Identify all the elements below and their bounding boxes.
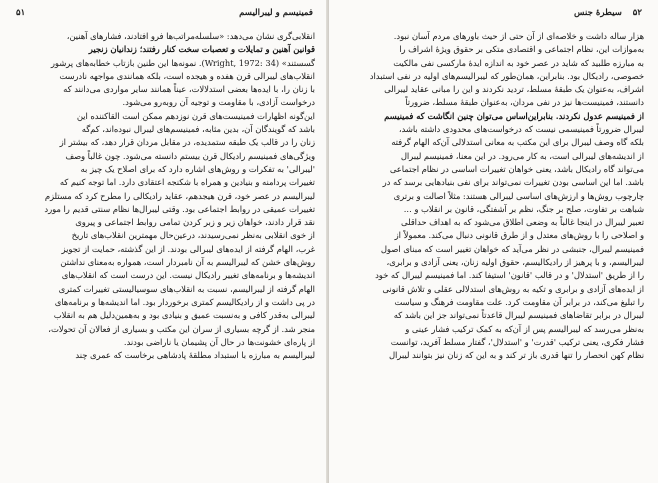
text-line: ویژگی‌های فمینیسم رادیکال قرن بیستم دانسته می‌شود. چون غالباً وصف xyxy=(65,150,315,161)
page-number: ۵۱ xyxy=(16,8,26,18)
page-number: ۵۲ xyxy=(632,8,642,18)
text-line: لیبرالیسم در عصر خود، قرن هیجدهم، عقاید رادیکالی را مطرح کرد که مستلزم xyxy=(44,190,315,201)
text-line: به مبارزه طلبید که شاید در عصر خود به اندازه ایدهٔ مارکسی نفی مالکیت xyxy=(393,57,644,68)
text-line: نقد قرار دادند، خواهان زیر و زبر کردن تمامی روابط اجتماعی و پیروی xyxy=(75,217,315,228)
text-line: لیبرالیسم، و با پرهیز از رادیکالیسم، حقوق اولیه زنان، یعنی آزادی و برابری، xyxy=(386,257,644,268)
page-header xyxy=(345,8,642,22)
page-header xyxy=(16,8,313,22)
text-line: چارچوب روش‌ها و ارزش‌های اساسی لیبرالی هستند: مثلاً اصالت و برتری xyxy=(393,190,644,201)
body-text xyxy=(14,30,315,477)
text-line: از فمینیسم عدول نکردند. بنابراین‌اساس می‌توان چنین انگاشت که فمینیسم xyxy=(384,110,644,121)
text-line: و اصلاحی را با روش‌های معتدل و از طرق قانونی دنبال می‌کند. معمولاً از xyxy=(394,230,644,241)
text-line: در پی داشت و از رادیکالیسم کمتری برخوردار بود. اما اندیشه‌ها و برنامه‌های xyxy=(54,296,315,307)
text-line: قوانین آهنین و تمایلات و تعصبات سخت کنار رفتند؛ زندانیان زنجیر xyxy=(88,44,315,55)
text-line: لیبرال ضرورتاً فمینیسمی نیست که درخواست‌های محدودی داشته باشد، xyxy=(398,124,644,135)
running-title: سیطرهٔ جنس xyxy=(574,8,622,18)
text-line: تغییرات عمیقی در روابط اجتماعی بود. وقتی لیبرال‌ها نظام سنتی قدیم را مورد xyxy=(44,203,315,214)
text-line: باشد. اما این اساسی بودن تغییرات نمی‌تواند برای نفی بنیادهایی برسد که در xyxy=(382,177,644,188)
text-line: به‌موازات این، نظام اجتماعی و اقتصادی متکی بر حقوق ویژهٔ اشراف را xyxy=(399,44,644,55)
text-line: گسستند» (Wright, 1972: 34). نمونه‌ها این طنین بازتاب خطابه‌های پرشور xyxy=(50,57,315,68)
text-line: خصوصی، رادیکال بود. بنابراین، همان‌طور که لیبرالیسم‌های اولیه در نفی استبداد xyxy=(369,70,644,81)
text-line: 'لیبرالی' به تفکرات و روش‌های اشاره دارد که برای اصلاح یک چیز به xyxy=(80,163,315,174)
text-line: لیبرال در برابر تقاضاهای فمینیسم لیبرال قاعدتاً نمی‌تواند جز این باشد که xyxy=(393,310,644,321)
text-line: این‌گونه اظهارات فمینیست‌های قرن نوزدهم ممکن است القاکننده این xyxy=(76,110,315,121)
text-line: اشراف، به‌عنوان یک طبقهٔ مسلط، تردید نکردند و این را مبانی عقاید لیبرالی xyxy=(384,84,644,95)
text-line: لیبرالیسم به مبارزه با استبداد مطلقهٔ پادشاهی برخاست که عمری چند xyxy=(75,350,315,361)
text-line: با زنان را، با ایده‌ها بعضی استدلالات، عیناً همانند سایر مواردی می‌دانند که xyxy=(63,84,315,95)
text-line: از خوی انقلابی به‌نظر نمی‌رسیدند، درعین‌حال مهمترین انقلاب‌های تاریخ xyxy=(71,230,315,241)
text-line: را تبلیغ می‌کند، در برابر آن مقاومت کرد. علت مقاومت فرهنگ و سیاست xyxy=(394,296,644,307)
text-line: را از طریق 'استدلال' و در قالب 'قانون' استیفا کند. اما فمینیسم لیبرال که خود xyxy=(375,270,644,281)
text-line: باشد که گویندگان آن، بدین مثابه، فمینیسم‌های لیبرال نبوده‌اند، کم‌گه xyxy=(81,124,315,135)
text-line: هزار ساله داشت و خلاصه‌ای از آن حتی از حیث باورهای مردم آسان نبود. xyxy=(393,31,644,41)
text-line: منجر شد. از گرچه بسیاری از سران این مکتب و بسیاری از فعالان آن تحولات، xyxy=(48,323,315,334)
text-line: دانستند، فمینیست‌ها نیز در نفی مردان، به‌عنوان طبقهٔ مسلط، ضرورتاً xyxy=(405,97,644,108)
text-line: انقلابی‌گری نشان می‌دهد: «سلسله‌مراتب‌ها فرو افتادند، فشارهای آهنین، xyxy=(66,31,315,41)
text-line: از ایده‌های آزادی و برابری و تکیه به روش‌های استدلالی عقلی و تلاش قانونی xyxy=(382,283,644,294)
text-line: روش‌های خشن که لیبرالیسم به آن نامبردار است، همواره به‌معنای نداشتن xyxy=(60,257,315,268)
text-line: شباهت بر تفاوت، صلح بر جنگ، نظم بر آشفتگی، قانون بر انقلاب و ... xyxy=(403,203,644,214)
text-line: به‌نظر می‌رسد که لیبرالیسم پس از آن‌که به کمک ترکیب فشار عینی و xyxy=(405,323,644,334)
body-text xyxy=(343,30,644,477)
text-line: تعبیر لیبرال در اینجا غالباً به وضعی اطلاق می‌شود که به اهداف حداقلی xyxy=(401,217,644,228)
text-line: نظام کهن انحصار را تنها قدری باز تر کند و به این که زنان نیز بتوانند لیبرال xyxy=(388,350,644,361)
text-line: فشار فکری، یعنی ترکیب 'قدرت' و 'استدلال'، گفتار مسلط آفرید، توانست xyxy=(390,336,644,347)
text-line: می‌تواند گاه رادیکال باشد، یعنی خواهان تغییرات اساسی در نظام اجتماعی xyxy=(389,163,644,174)
text-line: درخواست آزادی، با مقاومت و توجیه آن روبه‌رو می‌شود. xyxy=(122,97,315,108)
text-line: الهام گرفته از لیبرالیسم، نسبت به انقلاب‌های سوسیالیستی تغییرات کمتری xyxy=(58,283,315,294)
right-page xyxy=(329,0,658,483)
running-title: فمینیسم و لیبرالیسم xyxy=(239,8,313,18)
text-line: غرب، الهام گرفته از ایده‌های لیبرالی بودند. از این گذشته، حمایت از تجویز xyxy=(61,243,315,254)
text-line: از پاره‌ای خشونت‌ها در حال آن پشیمان یا ناراضی بودند. xyxy=(123,336,315,347)
text-line: زنان را در قالب یک طبقه ستمدیده، در مقابل مردان قرار دهد، که بیشتر از xyxy=(59,137,315,148)
text-line: انقلاب‌های لیبرالی قرن هفده و هیجده است، بلکه همانندی مواجهه نادرست xyxy=(59,70,315,81)
text-line: فمینیسم لیبرال، جنبشی در نظر می‌آید که خواهان تغییر است که مبنای اصول xyxy=(380,243,644,254)
text-line: اندیشه‌ها و برنامه‌های تغییر رادیکال نیست. این درست است که انقلاب‌های xyxy=(61,270,315,281)
text-line: تغییرات پردامنه و بنیادین و همراه با شکنجه اعتقادی دارد. اما توجه کنیم که xyxy=(59,177,315,188)
text-line: بلکه گاه وصف لیبرال برای این مکتب به معانی استدلالی آن‌که الهام گرفته xyxy=(391,137,644,148)
text-line: از اندیشه‌های لیبرالی است، به کار می‌رود. در این معنا، فمینیسم لیبرال xyxy=(400,150,644,161)
text-line: لیبرالی به‌قدر کافی و به‌نسبت عمیق و بنیادی بود و به‌همین‌دلیل هم به انقلاب xyxy=(53,310,315,321)
